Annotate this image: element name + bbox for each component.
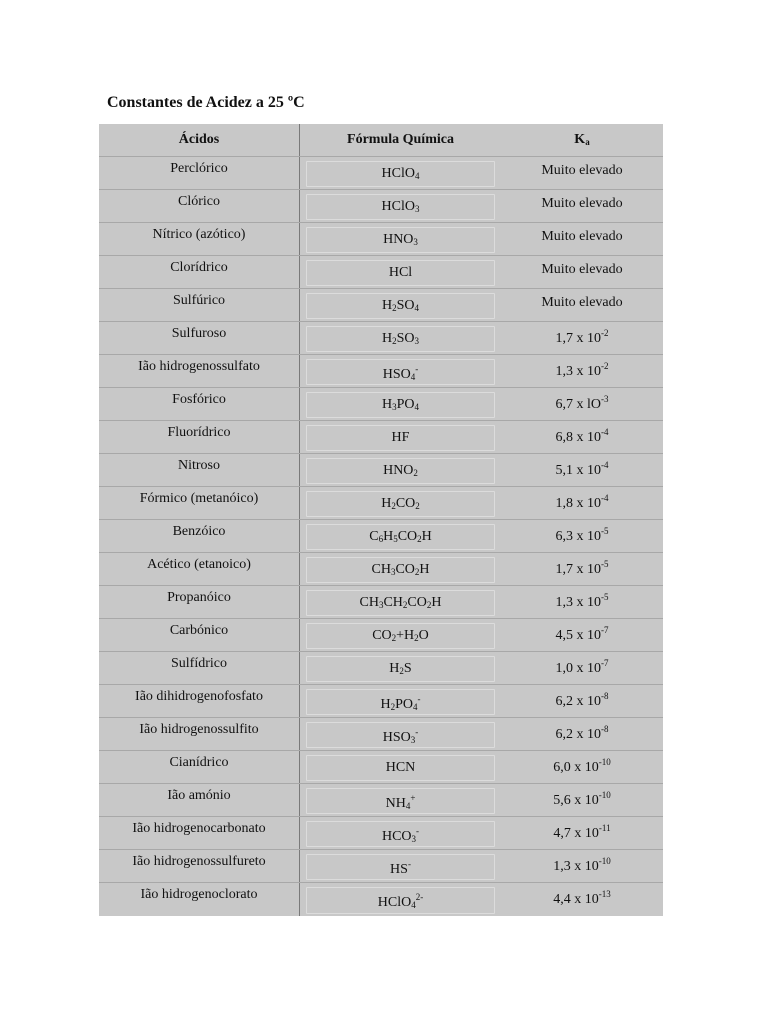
text-part: HClO xyxy=(381,199,415,214)
table-row xyxy=(99,223,663,256)
supscript-part: -11 xyxy=(598,823,611,833)
subscript-part: 3 xyxy=(414,204,420,214)
text-part: CO xyxy=(372,628,392,643)
formula-cell xyxy=(300,355,501,387)
table-row xyxy=(99,487,663,520)
supscript-part: -4 xyxy=(601,460,609,470)
subscript-part: 5 xyxy=(393,534,398,544)
ka-value-cell xyxy=(501,355,663,387)
subscript-part: 3 xyxy=(414,336,420,346)
subscript-part: 3 xyxy=(411,834,417,844)
text-part: CH xyxy=(371,562,391,577)
subscript-part: 3 xyxy=(413,237,418,247)
text-part: CO xyxy=(407,595,427,610)
subscript-part: 2 xyxy=(414,633,419,643)
acid-name-cell: Nítrico (azótico) xyxy=(99,223,300,255)
formula-cell xyxy=(300,883,501,916)
text-part: 1,3 x 10 xyxy=(555,364,601,379)
acid-name-cell: Propanóico xyxy=(99,586,300,618)
text-part: 6,3 x 10 xyxy=(555,529,601,544)
text-part: 1,8 x 10 xyxy=(555,496,601,511)
acid-name-cell: Sulfídrico xyxy=(99,652,300,684)
header-formula: Fórmula Química xyxy=(347,132,454,147)
supscript-part: -10 xyxy=(598,856,611,866)
formula-cell xyxy=(300,652,501,684)
chemical-formula xyxy=(382,331,419,346)
ka-value-cell xyxy=(501,685,663,717)
text-part: SO xyxy=(396,298,415,313)
supscript-part: -2 xyxy=(601,361,609,371)
chemical-formula xyxy=(381,826,420,844)
acid-name-cell: Ião hidrogenossulfureto xyxy=(99,850,300,882)
table-row xyxy=(99,421,663,454)
subscript-part: 6 xyxy=(378,534,384,544)
table-row xyxy=(99,388,663,421)
ka-value-cell xyxy=(501,487,663,519)
formula-cell xyxy=(300,322,501,354)
formula-cell xyxy=(300,421,501,453)
acidity-table xyxy=(99,124,663,916)
supscript-part: -4 xyxy=(601,493,609,503)
text-part: Muito elevado xyxy=(541,229,623,244)
table-row xyxy=(99,784,663,817)
table-row xyxy=(99,883,663,916)
chemical-formula xyxy=(377,892,424,910)
acid-name-cell: Ião amónio xyxy=(99,784,300,816)
chemical-formula xyxy=(382,397,419,412)
supscript-part: + xyxy=(410,793,416,803)
formula-cell xyxy=(300,520,501,552)
text-part: O xyxy=(418,628,429,643)
text-part: H xyxy=(380,697,391,712)
chemical-formula xyxy=(382,298,419,313)
acid-name-cell: Ião hidrogenossulfito xyxy=(99,718,300,750)
table-row xyxy=(99,289,663,322)
text-part: HCN xyxy=(385,760,416,775)
subscript-part: 4 xyxy=(414,171,420,181)
formula-cell xyxy=(300,487,501,519)
ka-value-cell xyxy=(501,883,663,916)
text-part: Muito elevado xyxy=(541,196,623,211)
subscript-part: 3 xyxy=(378,600,384,610)
formula-cell xyxy=(300,784,501,816)
subscript-part: 4 xyxy=(413,702,418,712)
subscript-part: 2 xyxy=(413,468,418,478)
acid-name-cell: Ião hidrogenossulfato xyxy=(99,355,300,387)
supscript-part: -10 xyxy=(598,757,611,767)
acid-name-cell: Sulfuroso xyxy=(99,322,300,354)
text-part: 6,2 x 10 xyxy=(555,694,601,709)
acid-name-cell: Perclórico xyxy=(99,157,300,189)
chemical-formula xyxy=(389,661,411,676)
header-acid: Ácidos xyxy=(99,124,300,156)
text-part: HNO xyxy=(383,463,414,478)
text-part: HSO xyxy=(382,730,411,745)
text-part: HCO xyxy=(381,829,412,844)
text-part: CO xyxy=(395,496,416,511)
supscript-part: -7 xyxy=(601,658,609,668)
supscript-part: -5 xyxy=(601,559,609,569)
text-part: HClO xyxy=(377,895,412,910)
acid-name-cell: Nitroso xyxy=(99,454,300,486)
ka-value-cell xyxy=(501,190,663,222)
formula-cell xyxy=(300,454,501,486)
supscript-part: -8 xyxy=(601,724,609,734)
text-part: CO xyxy=(395,562,415,577)
acid-name-cell: Benzóico xyxy=(99,520,300,552)
ka-value-cell xyxy=(501,586,663,618)
text-part: 1,0 x 10 xyxy=(555,661,601,676)
supscript-part: -3 xyxy=(601,394,609,404)
chemical-formula xyxy=(392,430,410,445)
ka-value-cell xyxy=(501,421,663,453)
subscript-part: 4 xyxy=(410,372,416,382)
text-part: 1,7 x 10 xyxy=(555,562,601,577)
text-part: CH xyxy=(359,595,379,610)
chemical-formula xyxy=(371,562,429,577)
ka-value-cell xyxy=(501,454,663,486)
subscript-part: 3 xyxy=(390,567,396,577)
supscript-part: - xyxy=(415,364,419,374)
text-part: H xyxy=(381,298,393,313)
formula-cell xyxy=(300,157,501,189)
text-part: HClO xyxy=(381,166,415,181)
chemical-formula xyxy=(383,463,418,478)
text-part: HNO xyxy=(383,232,414,247)
acid-name-cell: Acético (etanoico) xyxy=(99,553,300,585)
table-header-row xyxy=(99,124,663,157)
subscript-part: 2 xyxy=(402,600,408,610)
text-part: 4,4 x 10 xyxy=(553,892,599,907)
supscript-part: -10 xyxy=(598,790,611,800)
acid-name-cell: Cianídrico xyxy=(99,751,300,783)
table-row xyxy=(99,586,663,619)
text-part: H xyxy=(383,529,394,544)
chemical-formula xyxy=(380,694,421,712)
text-part: H xyxy=(381,496,392,511)
table-row xyxy=(99,322,663,355)
subscript-part: 2 xyxy=(417,534,422,544)
formula-cell xyxy=(300,751,501,783)
supscript-part: -8 xyxy=(601,691,609,701)
text-part: 6,8 x 10 xyxy=(555,430,601,445)
text-part: PO xyxy=(396,397,415,412)
table-row xyxy=(99,619,663,652)
text-part: H xyxy=(419,562,430,577)
formula-cell xyxy=(300,388,501,420)
text-part: H xyxy=(381,397,393,412)
formula-cell xyxy=(300,586,501,618)
table-row xyxy=(99,685,663,718)
subscript-part: 4 xyxy=(411,900,416,910)
text-part: CH xyxy=(383,595,403,610)
text-part: Muito elevado xyxy=(541,163,623,178)
text-part: 1,3 x 10 xyxy=(555,595,601,610)
text-part: CO xyxy=(397,529,418,544)
chemical-formula xyxy=(382,199,420,214)
ka-value-cell xyxy=(501,289,663,321)
chemical-formula xyxy=(382,727,419,745)
ka-value-cell xyxy=(501,388,663,420)
ka-value-cell xyxy=(501,784,663,816)
formula-cell xyxy=(300,190,501,222)
supscript-part: -5 xyxy=(601,526,609,536)
text-part: 1,3 x 10 xyxy=(553,859,599,874)
text-part: HF xyxy=(391,430,410,445)
text-part: 4,7 x 10 xyxy=(553,826,599,841)
table-row xyxy=(99,652,663,685)
chemical-formula xyxy=(369,529,432,544)
subscript-part: 2 xyxy=(414,567,420,577)
table-row xyxy=(99,553,663,586)
ka-value-cell xyxy=(501,619,663,651)
subscript-part: 4 xyxy=(414,303,420,313)
text-part: 5,1 x 10 xyxy=(555,463,601,478)
ka-value-cell xyxy=(501,322,663,354)
subscript-part: 2 xyxy=(391,501,396,511)
table-row xyxy=(99,751,663,784)
supscript-part: -4 xyxy=(601,427,609,437)
acid-name-cell: Ião hidrogenoclorato xyxy=(99,883,300,916)
acid-name-cell: Carbónico xyxy=(99,619,300,651)
text-part: H xyxy=(421,529,432,544)
acid-name-cell: Clorídrico xyxy=(99,256,300,288)
supscript-part: -2 xyxy=(601,328,609,338)
text-part: 6,7 x lO xyxy=(555,397,601,412)
ka-value-cell xyxy=(501,157,663,189)
acid-name-cell: Fosfórico xyxy=(99,388,300,420)
chemical-formula xyxy=(372,628,429,643)
chemical-formula xyxy=(389,265,412,280)
chemical-formula xyxy=(381,496,420,511)
page-title: Constantes de Acidez a 25 ºC xyxy=(107,94,305,111)
table-row xyxy=(99,256,663,289)
supscript-part: - xyxy=(407,859,411,869)
text-part: H xyxy=(431,595,442,610)
text-part: +H xyxy=(396,628,415,643)
supscript-part: - xyxy=(415,727,419,737)
ka-value-cell xyxy=(501,520,663,552)
formula-cell xyxy=(300,619,501,651)
header-ka: $K_a$ xyxy=(574,132,590,147)
text-part: 5,6 x 10 xyxy=(553,793,599,808)
text-part: C xyxy=(369,529,379,544)
chemical-formula xyxy=(386,760,416,775)
table-row xyxy=(99,454,663,487)
chemical-formula xyxy=(382,364,419,382)
table-row xyxy=(99,718,663,751)
subscript-part: 2 xyxy=(415,501,420,511)
ka-value-cell xyxy=(501,850,663,882)
subscript-part: 2 xyxy=(392,336,397,346)
table-row xyxy=(99,157,663,190)
text-part: H xyxy=(389,661,400,676)
supscript-part: -5 xyxy=(601,592,609,602)
ka-value-cell xyxy=(501,256,663,288)
formula-cell xyxy=(300,817,501,849)
subscript-part: 4 xyxy=(405,801,411,811)
formula-cell xyxy=(300,718,501,750)
text-part: Muito elevado xyxy=(541,262,623,277)
text-part: 1,7 x 10 xyxy=(555,331,601,346)
subscript-part: 2 xyxy=(391,633,397,643)
formula-cell xyxy=(300,685,501,717)
text-part: H xyxy=(381,331,393,346)
supscript-part: 2- xyxy=(415,892,424,902)
table-row xyxy=(99,520,663,553)
chemical-formula xyxy=(382,166,420,181)
subscript-part: 4 xyxy=(414,402,420,412)
acid-name-cell: Fórmico (metanóico) xyxy=(99,487,300,519)
ka-value-cell xyxy=(501,751,663,783)
table-body xyxy=(99,157,663,916)
acid-name-cell: Sulfúrico xyxy=(99,289,300,321)
supscript-part: -13 xyxy=(598,889,611,899)
acid-name-cell: Ião dihidrogenofosfato xyxy=(99,685,300,717)
table-row xyxy=(99,850,663,883)
text-part: NH xyxy=(385,796,406,811)
chemical-formula xyxy=(385,793,416,811)
formula-cell xyxy=(300,553,501,585)
ka-value-cell xyxy=(501,718,663,750)
subscript-part: 2 xyxy=(399,666,404,676)
formula-cell xyxy=(300,223,501,255)
subscript-part: 3 xyxy=(410,735,416,745)
chemical-formula xyxy=(390,859,411,877)
subscript-part: 2 xyxy=(392,303,397,313)
text-part: 6,0 x 10 xyxy=(553,760,599,775)
supscript-part: - xyxy=(416,826,420,836)
subscript-part: 2 xyxy=(426,600,432,610)
text-part: 4,5 x 10 xyxy=(555,628,601,643)
acid-name-cell: Clórico xyxy=(99,190,300,222)
chemical-formula xyxy=(383,232,418,247)
text-part: PO xyxy=(395,697,414,712)
formula-cell xyxy=(300,289,501,321)
text-part: HCl xyxy=(388,265,413,280)
table-row xyxy=(99,355,663,388)
ka-value-cell xyxy=(501,817,663,849)
ka-value-cell xyxy=(501,553,663,585)
supscript-part: - xyxy=(417,694,421,704)
subscript-part: 3 xyxy=(392,402,397,412)
ka-value-cell xyxy=(501,652,663,684)
acid-name-cell: Ião hidrogenocarbonato xyxy=(99,817,300,849)
subscript-part: 2 xyxy=(390,702,396,712)
formula-cell xyxy=(300,850,501,882)
text-part: HS xyxy=(390,862,408,877)
chemical-formula xyxy=(360,595,442,610)
text-part: S xyxy=(403,661,412,676)
supscript-part: -7 xyxy=(601,625,609,635)
text-part: Muito elevado xyxy=(541,295,623,310)
ka-value-cell xyxy=(501,223,663,255)
table-row xyxy=(99,190,663,223)
text-part: 6,2 x 10 xyxy=(555,727,601,742)
acid-name-cell: Fluorídrico xyxy=(99,421,300,453)
table-row xyxy=(99,817,663,850)
text-part: HSO xyxy=(382,367,411,382)
formula-cell xyxy=(300,256,501,288)
text-part: SO xyxy=(396,331,415,346)
